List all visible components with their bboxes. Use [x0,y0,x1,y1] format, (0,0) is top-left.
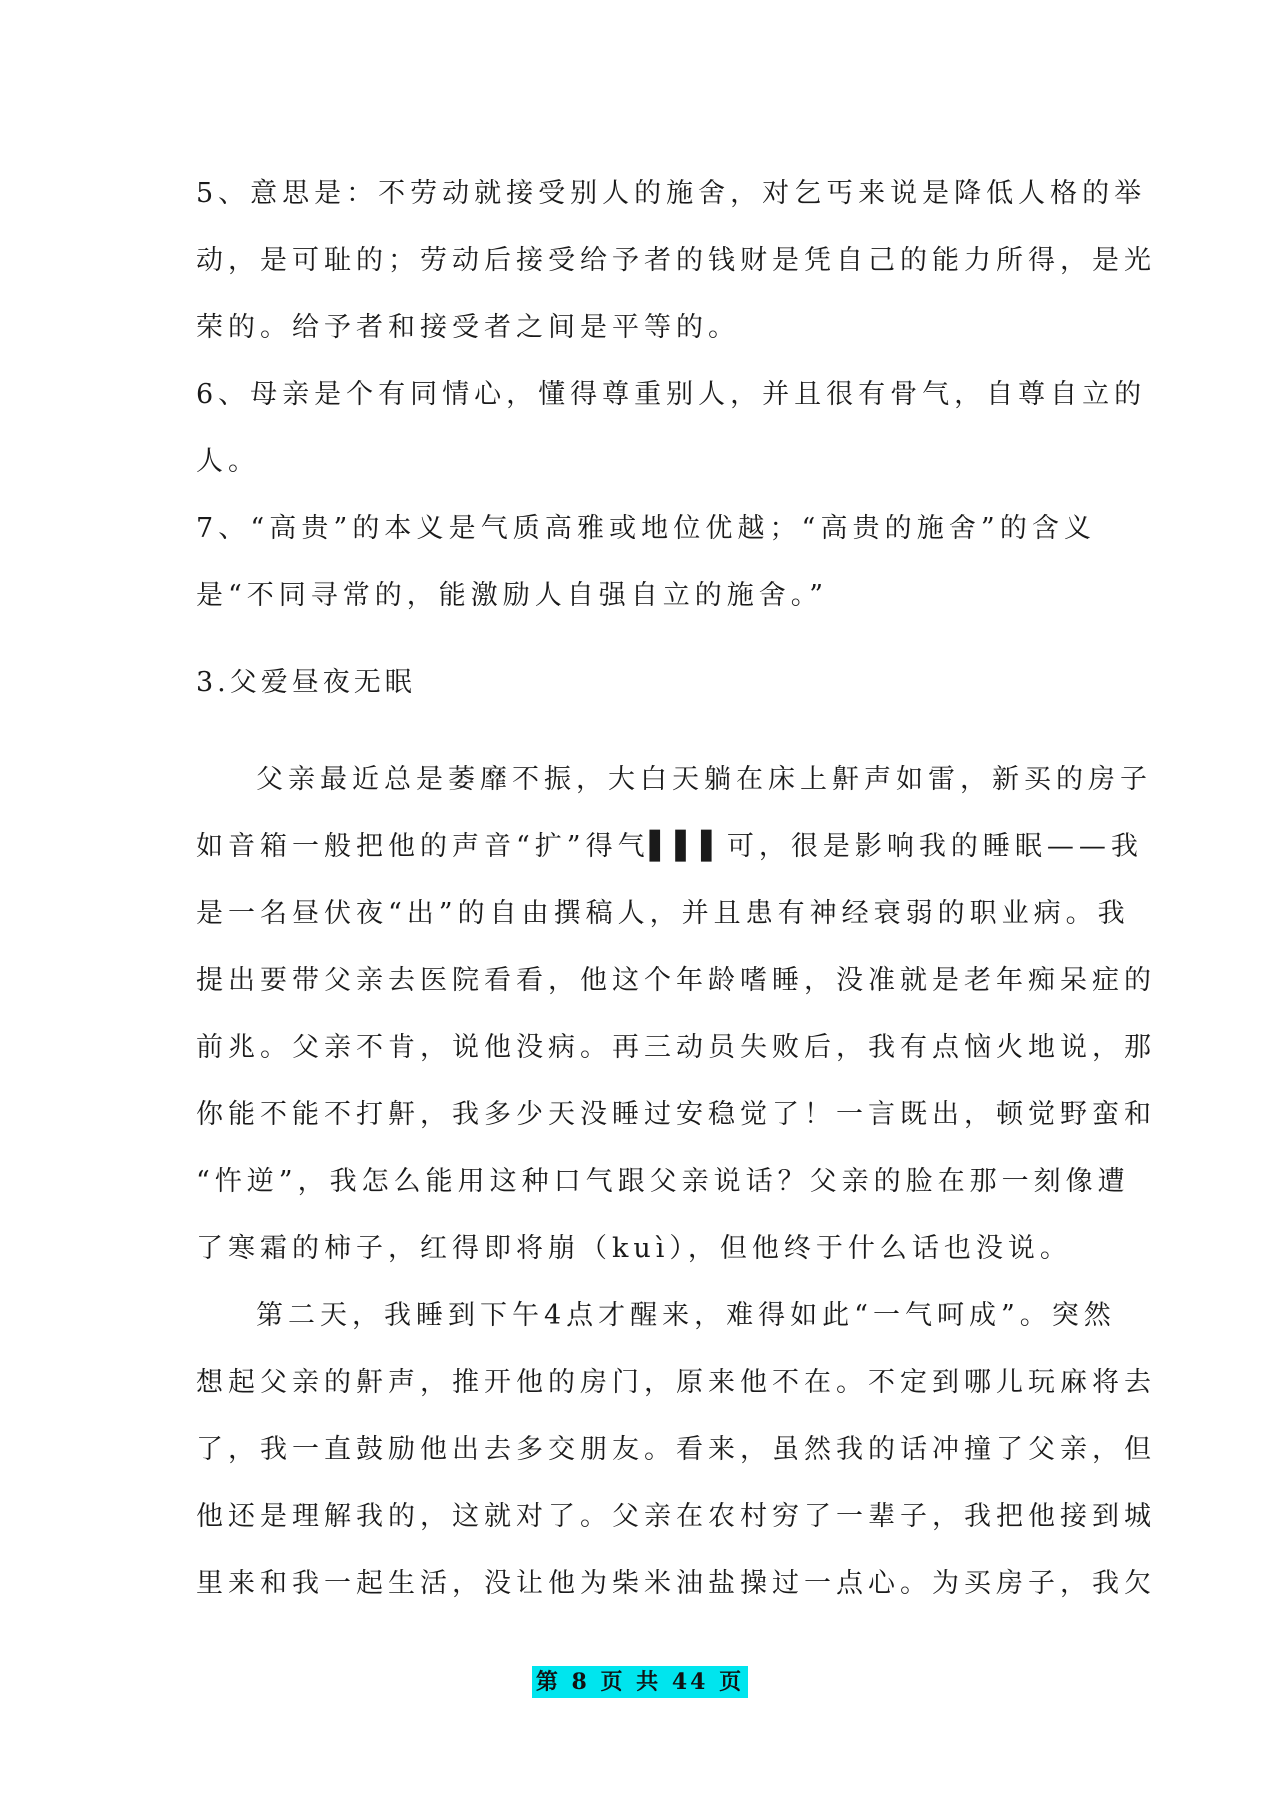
text-line: 6、母亲是个有同情心，懂得尊重别人，并且很有骨气，自尊自立的 [196,379,1147,410]
text-line: 第二天，我睡到下午4点才醒来，难得如此“一气呵成”。突然 [256,1300,1116,1331]
text-line: 如音箱一般把他的声音“扩”得气▌▌▌可，很是影响我的睡眠——我 [196,831,1143,862]
answer-item-7 [196,495,1096,629]
text-line: 5、意思是：不劳动就接受别人的施舍，对乞丐来说是降低人格的举 [196,178,1147,209]
text-line: 是“不同寻常的，能激励人自强自立的施舍。” [196,580,829,611]
text-line: 里来和我一起生活，没让他为柴米油盐操过一点心。为买房子，我欠 [196,1568,1156,1599]
text-line: 他还是理解我的，这就对了。父亲在农村穷了一辈子，我把他接到城 [196,1501,1156,1532]
section-heading: 3.父爱昼夜无眠 [196,667,416,698]
text-line: 人。 [196,446,260,477]
text-line: 是一名昼伏夜“出”的自由撰稿人，并且患有神经衰弱的职业病。我 [196,898,1130,929]
text-line: 前兆。父亲不肯，说他没病。再三动员失败后，我有点恼火地说，那 [196,1032,1156,1063]
text-line: 你能不能不打鼾，我多少天没睡过安稳觉了！一言既出，顿觉野蛮和 [196,1099,1156,1130]
text-line: 了寒霜的柿子，红得即将崩（kuì），但他终于什么话也没说。 [196,1233,1072,1264]
paragraph-1 [196,746,1156,1282]
answer-item-6 [196,361,1147,495]
text-line: 父亲最近总是萎靡不振，大白天躺在床上鼾声如雷，新买的房子 [256,764,1152,795]
page-number-label: 第 8 页 共 44 页 [532,1666,748,1698]
text-line: “忤逆”，我怎么能用这种口气跟父亲说话？父亲的脸在那一刻像遭 [196,1166,1130,1197]
paragraph-2 [196,1282,1156,1617]
page-footer [0,1666,1280,1698]
text-line: 了，我一直鼓励他出去多交朋友。看来，虽然我的话冲撞了父亲，但 [196,1434,1156,1465]
text-line: 7、“高贵”的本义是气质高雅或地位优越；“高贵的施舍”的含义 [196,513,1096,544]
text-line: 想起父亲的鼾声，推开他的房门，原来他不在。不定到哪儿玩麻将去 [196,1367,1156,1398]
text-line: 动，是可耻的；劳动后接受给予者的钱财是凭自己的能力所得，是光 [196,245,1156,276]
text-line: 提出要带父亲去医院看看，他这个年龄嗜睡，没准就是老年痴呆症的 [196,965,1156,996]
answer-item-5 [196,160,1156,361]
text-line: 荣的。给予者和接受者之间是平等的。 [196,312,740,343]
document-page [196,160,1156,1617]
